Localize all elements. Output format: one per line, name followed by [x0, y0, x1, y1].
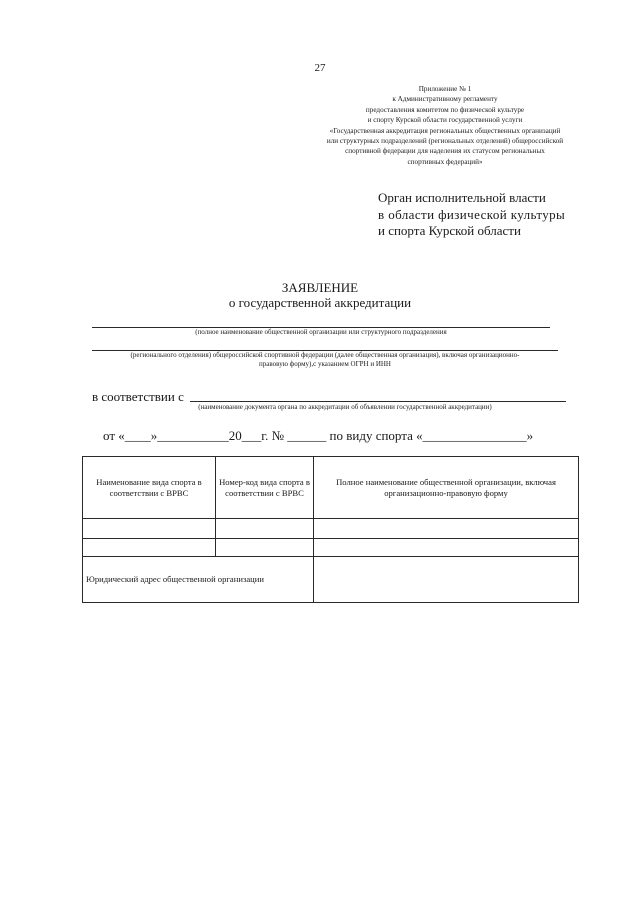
title-subheading: о государственной аккредитации [228, 295, 412, 310]
appendix-line: спортивной федерации для наделения их статусом региональных [345, 147, 545, 156]
appendix-line: «Государственная аккредитация региональных общественных организаций [329, 126, 561, 135]
addressee-block [378, 190, 565, 240]
appendix-line: или структурных подразделений (региональных отделений) общероссийской [326, 137, 564, 146]
header-sport-name: Наименование вида спорта в соответствии с ВРВС [83, 457, 216, 519]
cell-sport-code[interactable] [216, 539, 314, 557]
cell-org-full-name[interactable] [314, 519, 579, 539]
appendix-line: Приложение № 1 [418, 85, 472, 93]
table-row [83, 519, 579, 539]
document-title [0, 280, 640, 310]
sport-types-table [82, 456, 579, 603]
table-header-row [83, 457, 579, 519]
addressee-line: Орган исполнительной власти [378, 190, 546, 205]
appendix-line: к Административному регламенту [392, 95, 498, 104]
appendix-line: и спорту Курской области государственной услуги [367, 116, 523, 125]
date-number-line[interactable]: от «____»___________20___г. № ______ по виду спорта «________________» [103, 428, 534, 443]
appendix-header [300, 84, 590, 167]
header-sport-code: Номер-код вида спорта в соответствии с ВРВС [216, 457, 314, 519]
legal-address-label: Юридический адрес общественной организации [83, 557, 314, 603]
accordance-underline[interactable] [190, 401, 566, 402]
cell-sport-code[interactable] [216, 519, 314, 539]
cell-sport-name[interactable] [83, 539, 216, 557]
cell-legal-address[interactable] [314, 557, 579, 603]
header-org-full-name: Полное наименование общественной организации, включая организационно-правовую форму [314, 457, 579, 519]
addressee-line: в области физической культуры [378, 206, 566, 222]
accordance-label: в соответствии с [92, 389, 184, 404]
appendix-line: спортивных федераций» [407, 157, 483, 166]
org-name-hint-3: правовую форму),с указанием ОГРН и ИНН [259, 360, 391, 368]
appendix-line: предоставления комитетом по физической культуре [365, 105, 525, 114]
org-name-hint-2: (регионального отделения) общероссийской спортивной федерации (далее общественная организация), включая организационно- [130, 351, 520, 359]
cell-sport-name[interactable] [83, 519, 216, 539]
table-row-legal-address [83, 557, 579, 603]
title-heading: ЗАЯВЛЕНИЕ [281, 280, 359, 295]
table-row [83, 539, 579, 557]
page-number: 27 [314, 62, 326, 74]
org-name-hint-1: (полное наименование общественной организации или структурного подразделения [195, 328, 447, 336]
cell-org-full-name[interactable] [314, 539, 579, 557]
accordance-hint: (наименование документа органа по аккредитации об объявлении государственной аккредитации) [198, 403, 492, 411]
addressee-line: и спорта Курской области [378, 223, 521, 238]
